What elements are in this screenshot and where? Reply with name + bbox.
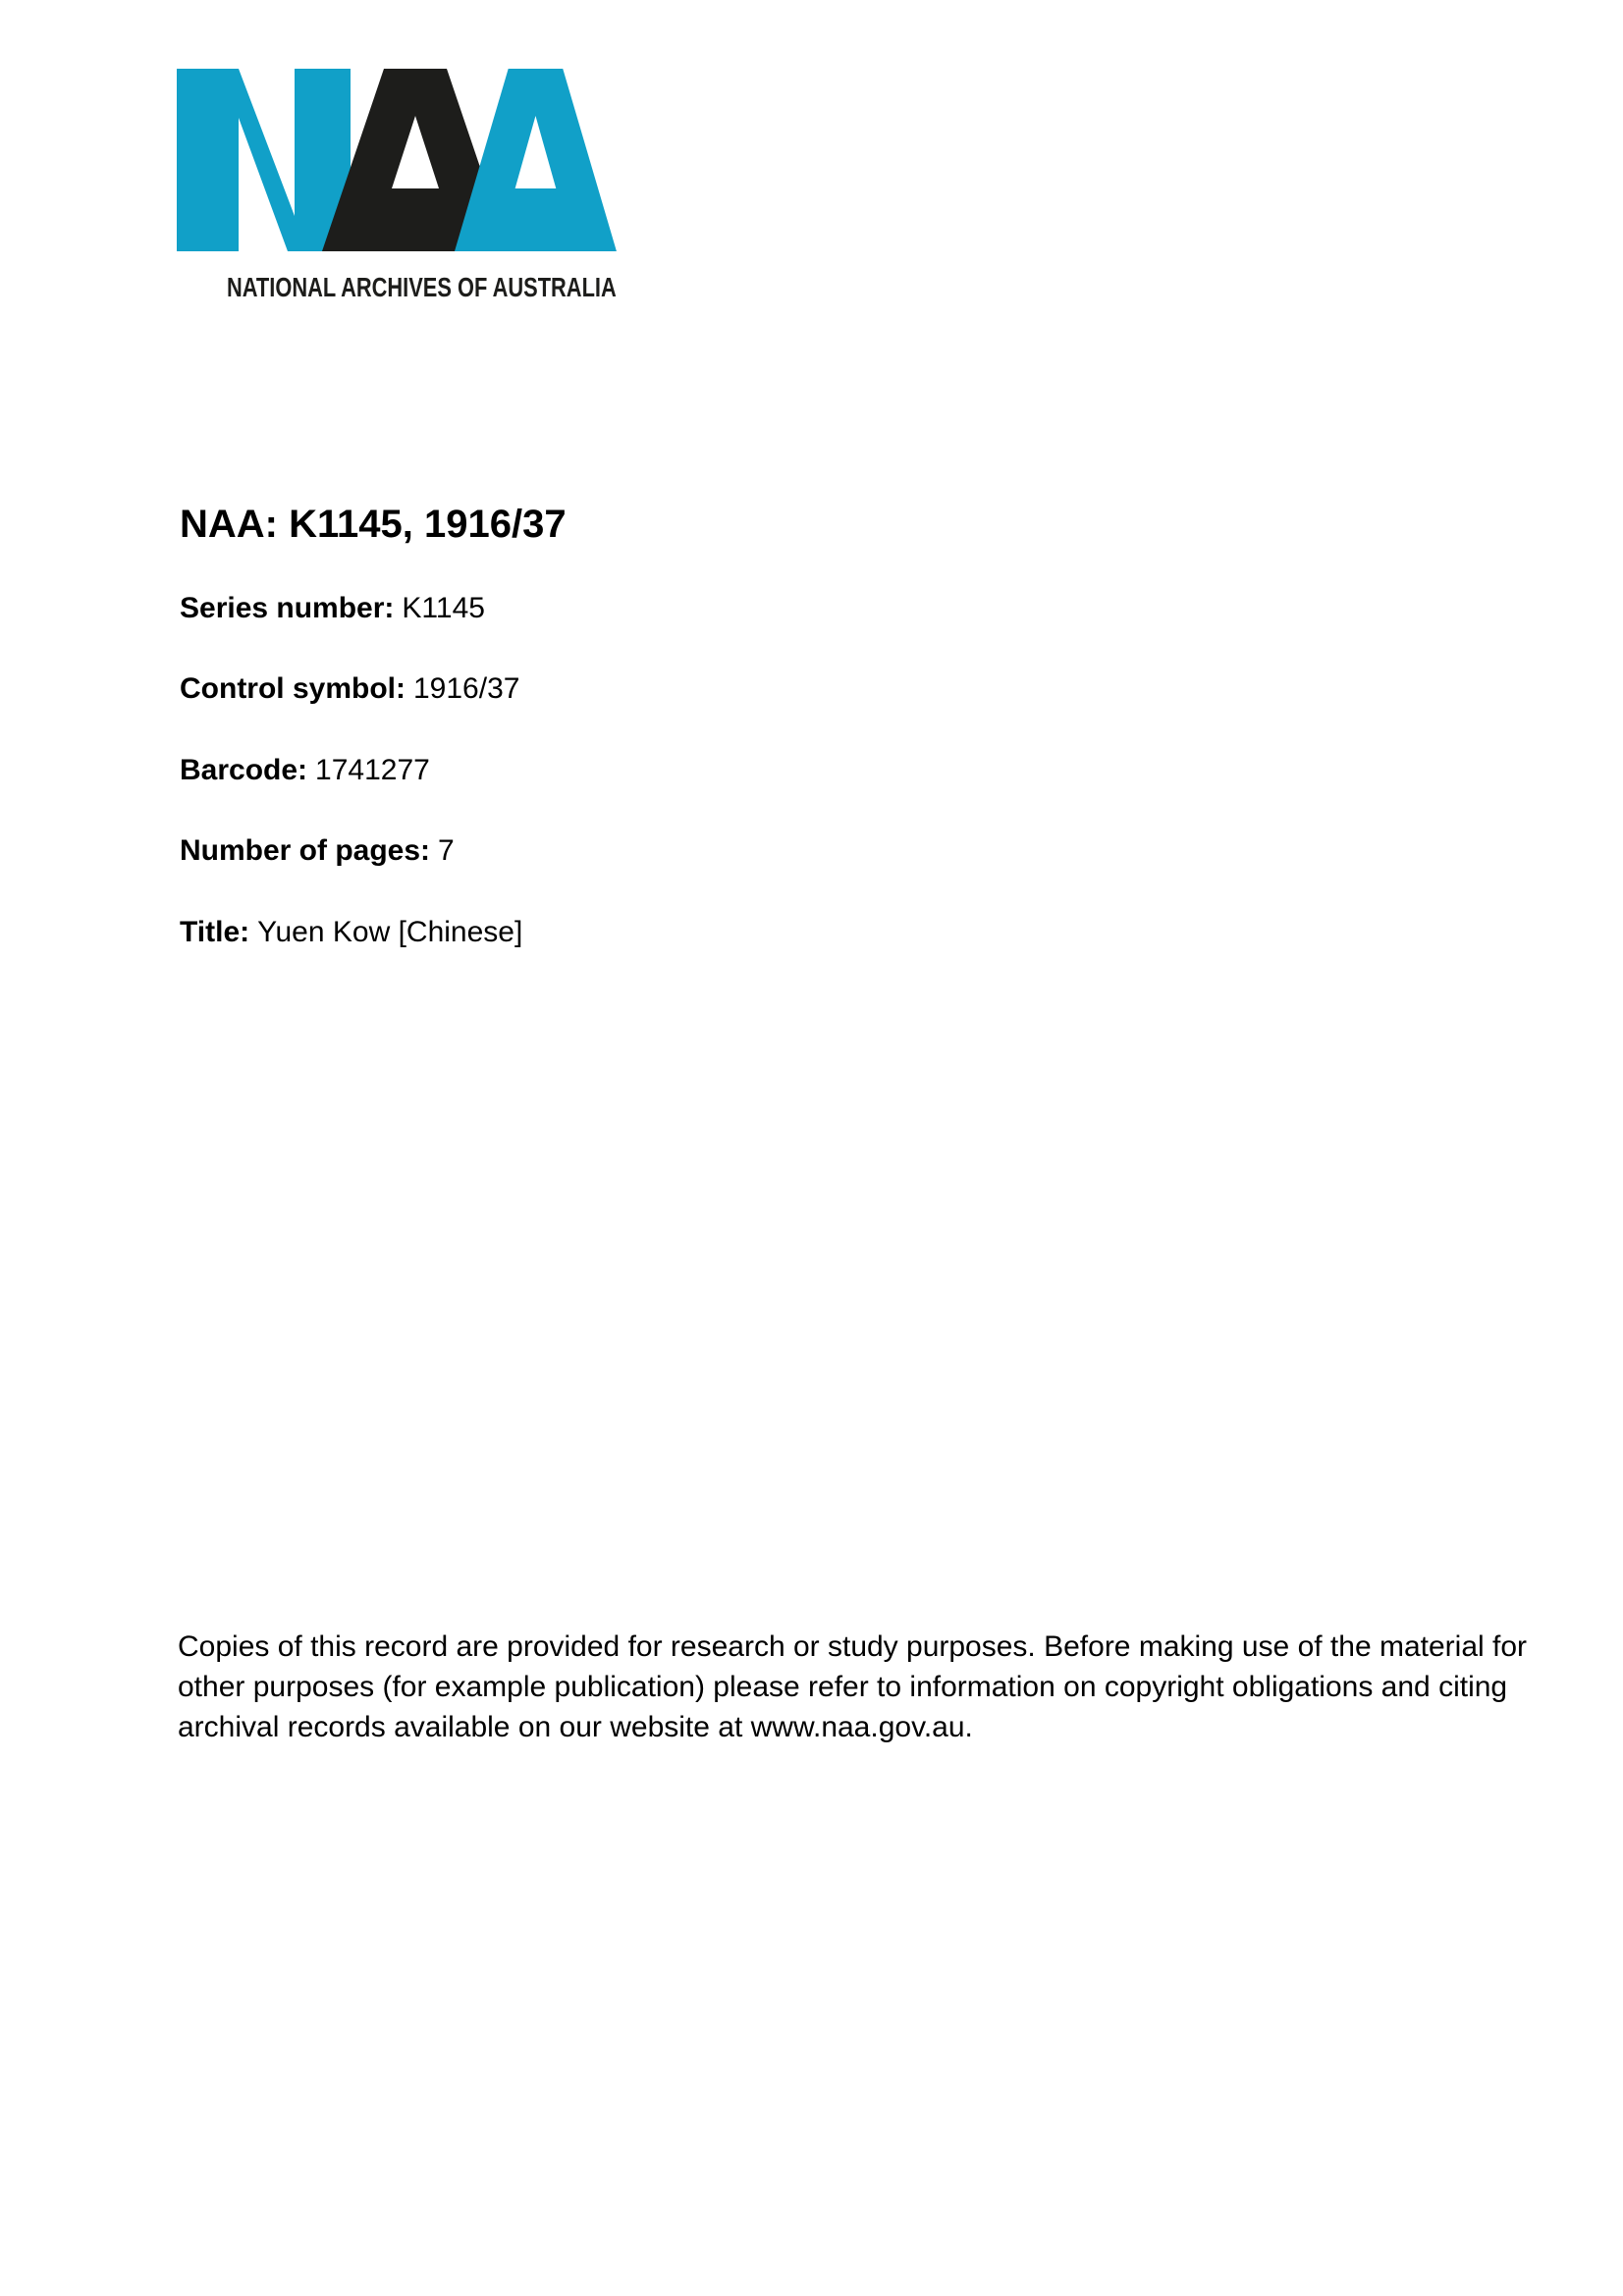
field-value: Yuen Kow [Chinese] bbox=[257, 916, 523, 948]
record-heading: NAA: K1145, 1916/37 bbox=[180, 503, 567, 546]
naa-logo bbox=[177, 69, 619, 251]
logo-wordmark: NATIONAL ARCHIVES OF AUSTRALIA bbox=[227, 272, 617, 302]
record-field-row bbox=[180, 672, 519, 706]
copyright-notice bbox=[178, 1627, 1572, 1747]
logo-letter-a-blue bbox=[455, 69, 617, 251]
field-value: 1741277 bbox=[315, 754, 430, 786]
field-label: Barcode: bbox=[180, 754, 308, 786]
field-value: K1145 bbox=[402, 592, 485, 624]
field-label: Title: bbox=[180, 916, 250, 948]
field-label: Series number: bbox=[180, 592, 395, 624]
field-value: 1916/37 bbox=[413, 672, 520, 705]
field-label: Control symbol: bbox=[180, 672, 406, 705]
field-label: Number of pages: bbox=[180, 834, 431, 867]
copyright-line: archival records available on our website at www.naa.gov.au. bbox=[178, 1711, 973, 1743]
field-value: 7 bbox=[438, 834, 455, 867]
record-field-row bbox=[180, 916, 522, 949]
record-field-row bbox=[180, 592, 485, 625]
logo-letter-n bbox=[177, 69, 351, 251]
copyright-line: other purposes (for example publication) please refer to information on copyright obligations and citing bbox=[178, 1671, 1508, 1703]
record-field-row bbox=[180, 834, 455, 868]
record-field-row bbox=[180, 754, 430, 787]
copyright-line: Copies of this record are provided for research or study purposes. Before making use of the material for bbox=[178, 1630, 1528, 1663]
